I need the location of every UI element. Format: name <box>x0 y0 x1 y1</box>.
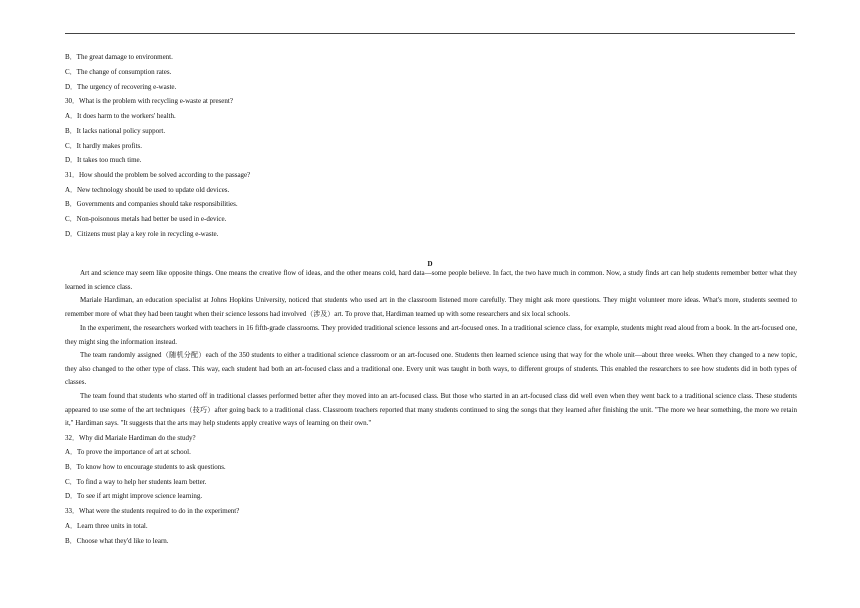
passage-heading: D <box>427 260 433 268</box>
paragraph-text: Art and science may seem like opposite things. One means the creative flow of ideas, and the other means cold, hard data—some people believe. In fact, the two have much in common. Now, a study finds art can help students remember better what they learned in science class. <box>65 269 797 291</box>
passage-paragraph-2 <box>65 294 797 321</box>
option-d-prev: D．The urgency of recovering e-waste. <box>65 83 177 91</box>
q32-option-a: A．To prove the importance of art at school. <box>65 448 191 456</box>
q30-option-d: D．It takes too much time. <box>65 156 142 164</box>
q31-option-a: A．New technology should be used to update old devices. <box>65 186 230 194</box>
paragraph-text: Mariale Hardiman, an education specialist at Johns Hopkins University, noticed that students who used art in the classroom listened more carefully. They might ask more questions. They might volunteer more ideas. What's more, students seemed to remember more of what they had been taught when their science lessons had involved（涉及）art. To prove that, Hardiman teamed up with some researchers and six local schools. <box>65 296 797 318</box>
question-30: 30．What is the problem with recycling e-waste at present? <box>65 97 233 105</box>
option-c-prev: C．The change of consumption rates. <box>65 68 172 76</box>
q31-option-b: B．Governments and companies should take responsibilities. <box>65 200 238 208</box>
q31-option-c: C．Non-poisonous metals had better be used in e-device. <box>65 215 227 223</box>
paragraph-text: The team randomly assigned（随机分配）each of the 350 students to either a traditional science classroom or an art-focused one. Students then learned science using that way for the whole unit—about three weeks. When they changed to a new topic, they also changed to the other type of class. This way, each student had both an art-focused class and a traditional one. Every unit was taught in both ways, to different groups of students. This enabled the researchers to see how students did in both types of classes. <box>65 351 797 387</box>
paragraph-text: The team found that students who started off in traditional classes performed better after they moved into an art-focused class. But those who started in an art-focused class did well even when they went back to a traditional science class. These students appeared to use some of the art techniques（技巧）after going back to a traditional class. Classroom teachers reported that many students continued to sing the songs that they learned after finishing the unit. "The more we hear something, the more we retain it," Hardiman says. "It suggests that the arts may help students apply creative ways of learning on their own." <box>65 392 797 428</box>
q32-option-b: B．To know how to encourage students to ask questions. <box>65 463 226 471</box>
question-31: 31．How should the problem be solved according to the passage? <box>65 171 251 179</box>
paragraph-text: In the experiment, the researchers worked with teachers in 16 fifth-grade classrooms. They provided traditional science lessons and art-focused ones. In a traditional science class, for example, students might read aloud from a book. In the art-focused one, they might sing the information instead. <box>65 324 797 346</box>
question-32: 32．Why did Mariale Hardiman do the study? <box>65 434 196 442</box>
q30-option-c: C．It hardly makes profits. <box>65 142 142 150</box>
q30-option-a: A．It does harm to the workers' health. <box>65 112 176 120</box>
q32-option-d: D．To see if art might improve science learning. <box>65 492 203 500</box>
passage-paragraph-4 <box>65 349 797 390</box>
passage-paragraph-1 <box>65 267 797 294</box>
header-rule <box>65 33 795 34</box>
q33-option-a: A．Learn three units in total. <box>65 522 148 530</box>
q31-option-d: D．Citizens must play a key role in recycling e-waste. <box>65 230 219 238</box>
option-b-prev: B．The great damage to environment. <box>65 53 173 61</box>
passage-paragraph-3 <box>65 322 797 349</box>
passage-paragraph-5 <box>65 390 797 431</box>
q30-option-b: B．It lacks national policy support. <box>65 127 166 135</box>
q33-option-b: B．Choose what they'd like to learn. <box>65 537 169 545</box>
question-33: 33．What were the students required to do in the experiment? <box>65 507 240 515</box>
q32-option-c: C．To find a way to help her students learn better. <box>65 478 207 486</box>
